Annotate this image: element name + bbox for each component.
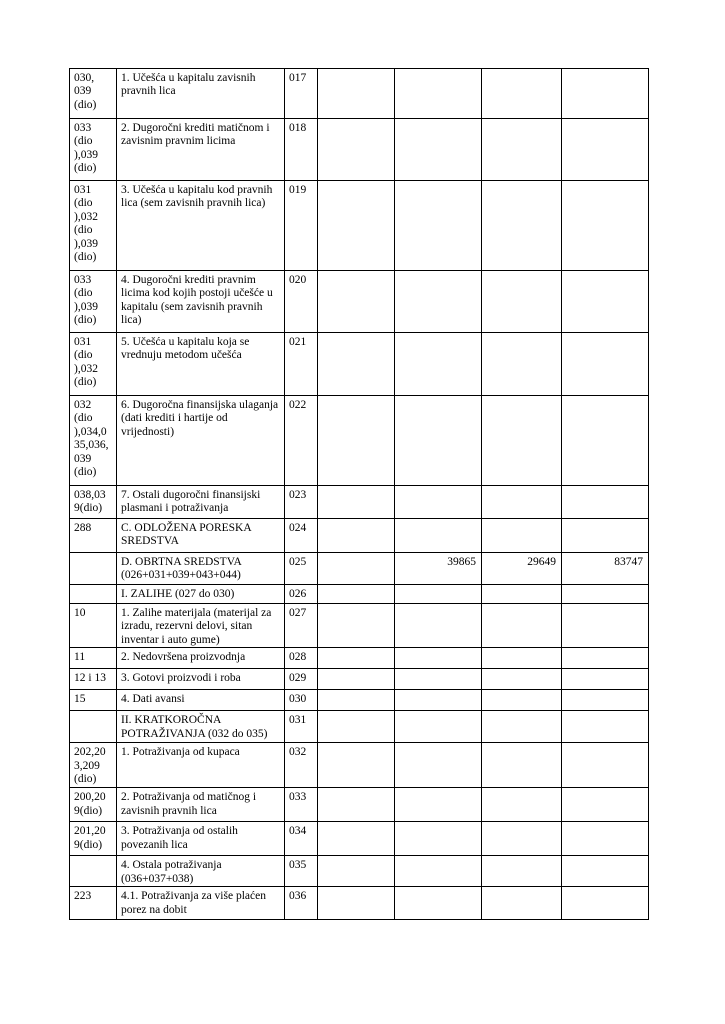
value-cell — [562, 887, 649, 920]
aop-cell — [285, 69, 318, 119]
value-cell — [318, 604, 395, 648]
value-cell — [318, 69, 395, 119]
aop-cell-text: 020 — [289, 274, 307, 286]
aop-cell — [285, 271, 318, 333]
value-cell — [482, 119, 562, 181]
account-cell — [70, 69, 117, 119]
value-cell — [318, 690, 395, 711]
aop-cell-text: 034 — [289, 825, 307, 838]
aop-cell — [285, 788, 318, 822]
value-cell — [482, 690, 562, 711]
value-cell — [318, 181, 395, 271]
account-cell-text: 10 — [74, 607, 86, 619]
aop-cell — [285, 553, 318, 585]
table-row — [70, 604, 649, 648]
aop-cell-text: 026 — [289, 588, 307, 600]
value-cell — [395, 788, 482, 822]
aop-cell — [285, 604, 318, 648]
aop-cell-text: 023 — [289, 489, 307, 501]
description-cell-text: D. OBRTNA SREDSTVA (026+031+039+043+044) — [121, 556, 242, 582]
description-cell — [117, 690, 285, 711]
aop-cell — [285, 585, 318, 604]
account-cell — [70, 604, 117, 648]
aop-cell-text: 028 — [289, 651, 307, 664]
value-cell — [318, 519, 395, 553]
aop-cell — [285, 822, 318, 856]
table-row — [70, 690, 649, 711]
table-row — [70, 333, 649, 396]
account-cell — [70, 553, 117, 585]
aop-cell — [285, 119, 318, 181]
value-cell — [562, 181, 649, 271]
value-cell — [562, 396, 649, 486]
value-cell — [482, 585, 562, 604]
account-cell-text: 15 — [74, 693, 86, 706]
table-row — [70, 585, 649, 604]
aop-cell — [285, 743, 318, 788]
value-cell — [395, 690, 482, 711]
value-cell — [562, 119, 649, 181]
description-cell — [117, 585, 285, 604]
description-cell — [117, 486, 285, 519]
account-cell — [70, 788, 117, 822]
aop-cell — [285, 333, 318, 396]
value-cell — [482, 648, 562, 669]
table-row — [70, 743, 649, 788]
description-cell — [117, 119, 285, 181]
description-cell-text: 1. Zalihe materijala (materijal za izradu, rezervni delovi, sitan inventar i auto gume) — [121, 607, 272, 646]
account-cell — [70, 743, 117, 788]
aop-cell — [285, 181, 318, 271]
account-cell-text: 200,20 9(dio) — [74, 791, 106, 817]
description-cell-text: I. ZALIHE (027 do 030) — [121, 588, 235, 600]
description-cell-text: 2. Potraživanja od matičnog i zavisnih pravnih lica — [121, 791, 257, 817]
table-row — [70, 822, 649, 856]
value-cell — [562, 486, 649, 519]
aop-cell-text: 031 — [289, 714, 307, 727]
account-cell — [70, 486, 117, 519]
table-row — [70, 119, 649, 181]
value-cell — [562, 788, 649, 822]
aop-cell-text: 025 — [289, 556, 307, 568]
account-cell-text: 033 (dio ),039 (dio) — [74, 122, 98, 175]
account-cell — [70, 648, 117, 669]
description-cell-text: 3. Učešća u kapitalu kod pravnih lica (sem zavisnih pravnih lica) — [121, 184, 273, 210]
description-cell-text: 5. Učešća u kapitalu koja se vrednuju metodom učešća — [121, 336, 250, 362]
value-cell — [482, 69, 562, 119]
description-cell-text: 1. Potraživanja od kupaca — [121, 746, 240, 759]
description-cell-text: 7. Ostali dugoročni finansijski plasmani i potraživanja — [121, 489, 261, 515]
description-cell — [117, 271, 285, 333]
account-cell-text: 038,03 9(dio) — [74, 489, 106, 515]
value-cell — [395, 743, 482, 788]
description-cell-text: 2. Dugoročni krediti matičnom i zavisnim pravnim licima — [121, 122, 270, 148]
description-cell-text: 3. Gotovi proizvodi i roba — [121, 672, 241, 685]
account-cell — [70, 669, 117, 690]
account-cell-text: 032 (dio ),034,0 35,036, 039 (dio) — [74, 399, 109, 479]
value-cell — [562, 585, 649, 604]
description-cell-text: 6. Dugoročna finansijska ulaganja (dati krediti i hartije od vrijednosti) — [121, 399, 279, 438]
account-cell-text: 031 (dio ),032 (dio ),039 (dio) — [74, 184, 98, 264]
value-cell — [395, 604, 482, 648]
value-cell — [318, 585, 395, 604]
description-cell-text: 2. Nedovršena proizvodnja — [121, 651, 246, 664]
account-cell — [70, 333, 117, 396]
account-cell-text: 201,20 9(dio) — [74, 825, 106, 851]
value-cell — [395, 69, 482, 119]
value-cell — [395, 585, 482, 604]
balance-sheet-body — [70, 69, 649, 920]
value-cell — [482, 856, 562, 887]
value-cell — [562, 69, 649, 119]
value-cell — [318, 887, 395, 920]
aop-cell-text: 017 — [289, 72, 307, 84]
table-row — [70, 669, 649, 690]
table-row — [70, 788, 649, 822]
value-cell — [395, 119, 482, 181]
value-cell — [562, 271, 649, 333]
aop-cell — [285, 519, 318, 553]
account-cell-text: 12 i 13 — [74, 672, 106, 685]
description-cell — [117, 822, 285, 856]
value-cell — [318, 553, 395, 585]
value-cell — [318, 788, 395, 822]
value-cell — [395, 519, 482, 553]
aop-cell-text: 024 — [289, 522, 307, 534]
value-cell — [482, 553, 562, 585]
table-row — [70, 69, 649, 119]
account-cell-text: 030, 039 (dio) — [74, 72, 97, 111]
aop-cell — [285, 396, 318, 486]
value-cell — [318, 486, 395, 519]
value-cell — [395, 333, 482, 396]
value-cell — [482, 333, 562, 396]
balance-sheet-table — [69, 68, 649, 920]
value-cell — [318, 648, 395, 669]
value-cell — [318, 856, 395, 887]
description-cell-text: 4. Dugoročni krediti pravnim licima kod kojih postoji učešće u kapitalu (sem zavisnih pravnih lica) — [121, 274, 273, 327]
aop-cell-text: 018 — [289, 122, 307, 134]
description-cell-text: II. KRATKOROČNA POTRAŽIVANJA (032 do 035) — [121, 714, 268, 740]
table-row — [70, 856, 649, 887]
aop-cell — [285, 887, 318, 920]
value-cell — [395, 669, 482, 690]
value-cell — [482, 711, 562, 743]
account-cell — [70, 690, 117, 711]
table-row — [70, 711, 649, 743]
account-cell — [70, 711, 117, 743]
value-cell — [562, 711, 649, 743]
value-cell — [562, 856, 649, 887]
value-cell — [562, 553, 649, 585]
value-cell — [395, 553, 482, 585]
description-cell — [117, 648, 285, 669]
account-cell — [70, 271, 117, 333]
value-cell — [395, 486, 482, 519]
value-cell — [318, 711, 395, 743]
description-cell — [117, 553, 285, 585]
value-cell — [562, 648, 649, 669]
table-row — [70, 271, 649, 333]
account-cell — [70, 396, 117, 486]
description-cell — [117, 333, 285, 396]
value-cell — [318, 271, 395, 333]
table-row — [70, 486, 649, 519]
account-cell — [70, 887, 117, 920]
value-cell — [395, 181, 482, 271]
table-row — [70, 519, 649, 553]
aop-cell-text: 029 — [289, 672, 307, 685]
value-cell — [318, 119, 395, 181]
description-cell-text: 4. Ostala potraživanja (036+037+038) — [121, 859, 222, 885]
value-cell — [395, 887, 482, 920]
description-cell — [117, 743, 285, 788]
table-row — [70, 887, 649, 920]
value-cell — [562, 743, 649, 788]
value-cell — [562, 690, 649, 711]
value-cell — [482, 604, 562, 648]
account-cell — [70, 181, 117, 271]
value-cell — [482, 486, 562, 519]
aop-cell-text: 032 — [289, 746, 307, 759]
description-cell — [117, 396, 285, 486]
account-cell-text: 202,20 3,209 (dio) — [74, 746, 106, 786]
value-cell — [482, 396, 562, 486]
aop-cell-text: 019 — [289, 184, 307, 196]
account-cell-text: 223 — [74, 890, 92, 903]
value-cell — [395, 856, 482, 887]
value-cell — [562, 604, 649, 648]
account-cell-text: 033 (dio ),039 (dio) — [74, 274, 98, 327]
value-cell — [482, 822, 562, 856]
value-cell — [318, 396, 395, 486]
aop-cell — [285, 690, 318, 711]
value-cell — [562, 669, 649, 690]
description-cell — [117, 887, 285, 920]
aop-cell-text: 033 — [289, 791, 307, 804]
value-cell — [395, 396, 482, 486]
description-cell-text: 1. Učešća u kapitalu zavisnih pravnih lica — [121, 72, 256, 98]
account-cell — [70, 856, 117, 887]
value-cell-text: 29649 — [527, 556, 556, 568]
value-cell — [395, 822, 482, 856]
description-cell-text: C. ODLOŽENA PORESKA SREDSTVA — [121, 522, 252, 548]
table-row — [70, 648, 649, 669]
value-cell — [395, 711, 482, 743]
table-row — [70, 396, 649, 486]
account-cell-text: 11 — [74, 651, 86, 664]
account-cell — [70, 822, 117, 856]
value-cell — [562, 519, 649, 553]
aop-cell — [285, 669, 318, 690]
aop-cell-text: 021 — [289, 336, 307, 348]
description-cell — [117, 669, 285, 690]
account-cell — [70, 519, 117, 553]
aop-cell — [285, 711, 318, 743]
aop-cell-text: 027 — [289, 607, 307, 619]
aop-cell-text: 035 — [289, 859, 307, 872]
value-cell — [318, 669, 395, 690]
account-cell-text: 031 (dio ),032 (dio) — [74, 336, 98, 389]
value-cell — [482, 519, 562, 553]
value-cell — [482, 271, 562, 333]
description-cell-text: 3. Potraživanja od ostalih povezanih lica — [121, 825, 238, 851]
account-cell-text: 288 — [74, 522, 92, 534]
value-cell — [395, 648, 482, 669]
description-cell — [117, 181, 285, 271]
value-cell — [562, 822, 649, 856]
description-cell-text: 4. Dati avansi — [121, 693, 185, 706]
value-cell — [318, 333, 395, 396]
aop-cell — [285, 856, 318, 887]
description-cell — [117, 856, 285, 887]
value-cell — [318, 822, 395, 856]
value-cell-text: 83747 — [614, 556, 643, 568]
description-cell — [117, 519, 285, 553]
value-cell — [562, 333, 649, 396]
value-cell — [482, 669, 562, 690]
value-cell — [482, 181, 562, 271]
aop-cell-text: 030 — [289, 693, 307, 706]
account-cell — [70, 119, 117, 181]
value-cell-text: 39865 — [447, 556, 476, 568]
description-cell — [117, 788, 285, 822]
description-cell — [117, 604, 285, 648]
value-cell — [482, 788, 562, 822]
table-row — [70, 553, 649, 585]
aop-cell — [285, 648, 318, 669]
value-cell — [318, 743, 395, 788]
description-cell — [117, 69, 285, 119]
description-cell — [117, 711, 285, 743]
aop-cell-text: 036 — [289, 890, 307, 903]
aop-cell-text: 022 — [289, 399, 307, 411]
value-cell — [482, 743, 562, 788]
value-cell — [482, 887, 562, 920]
value-cell — [395, 271, 482, 333]
aop-cell — [285, 486, 318, 519]
table-row — [70, 181, 649, 271]
account-cell — [70, 585, 117, 604]
description-cell-text: 4.1. Potraživanja za više plaćen porez na dobit — [121, 890, 266, 916]
